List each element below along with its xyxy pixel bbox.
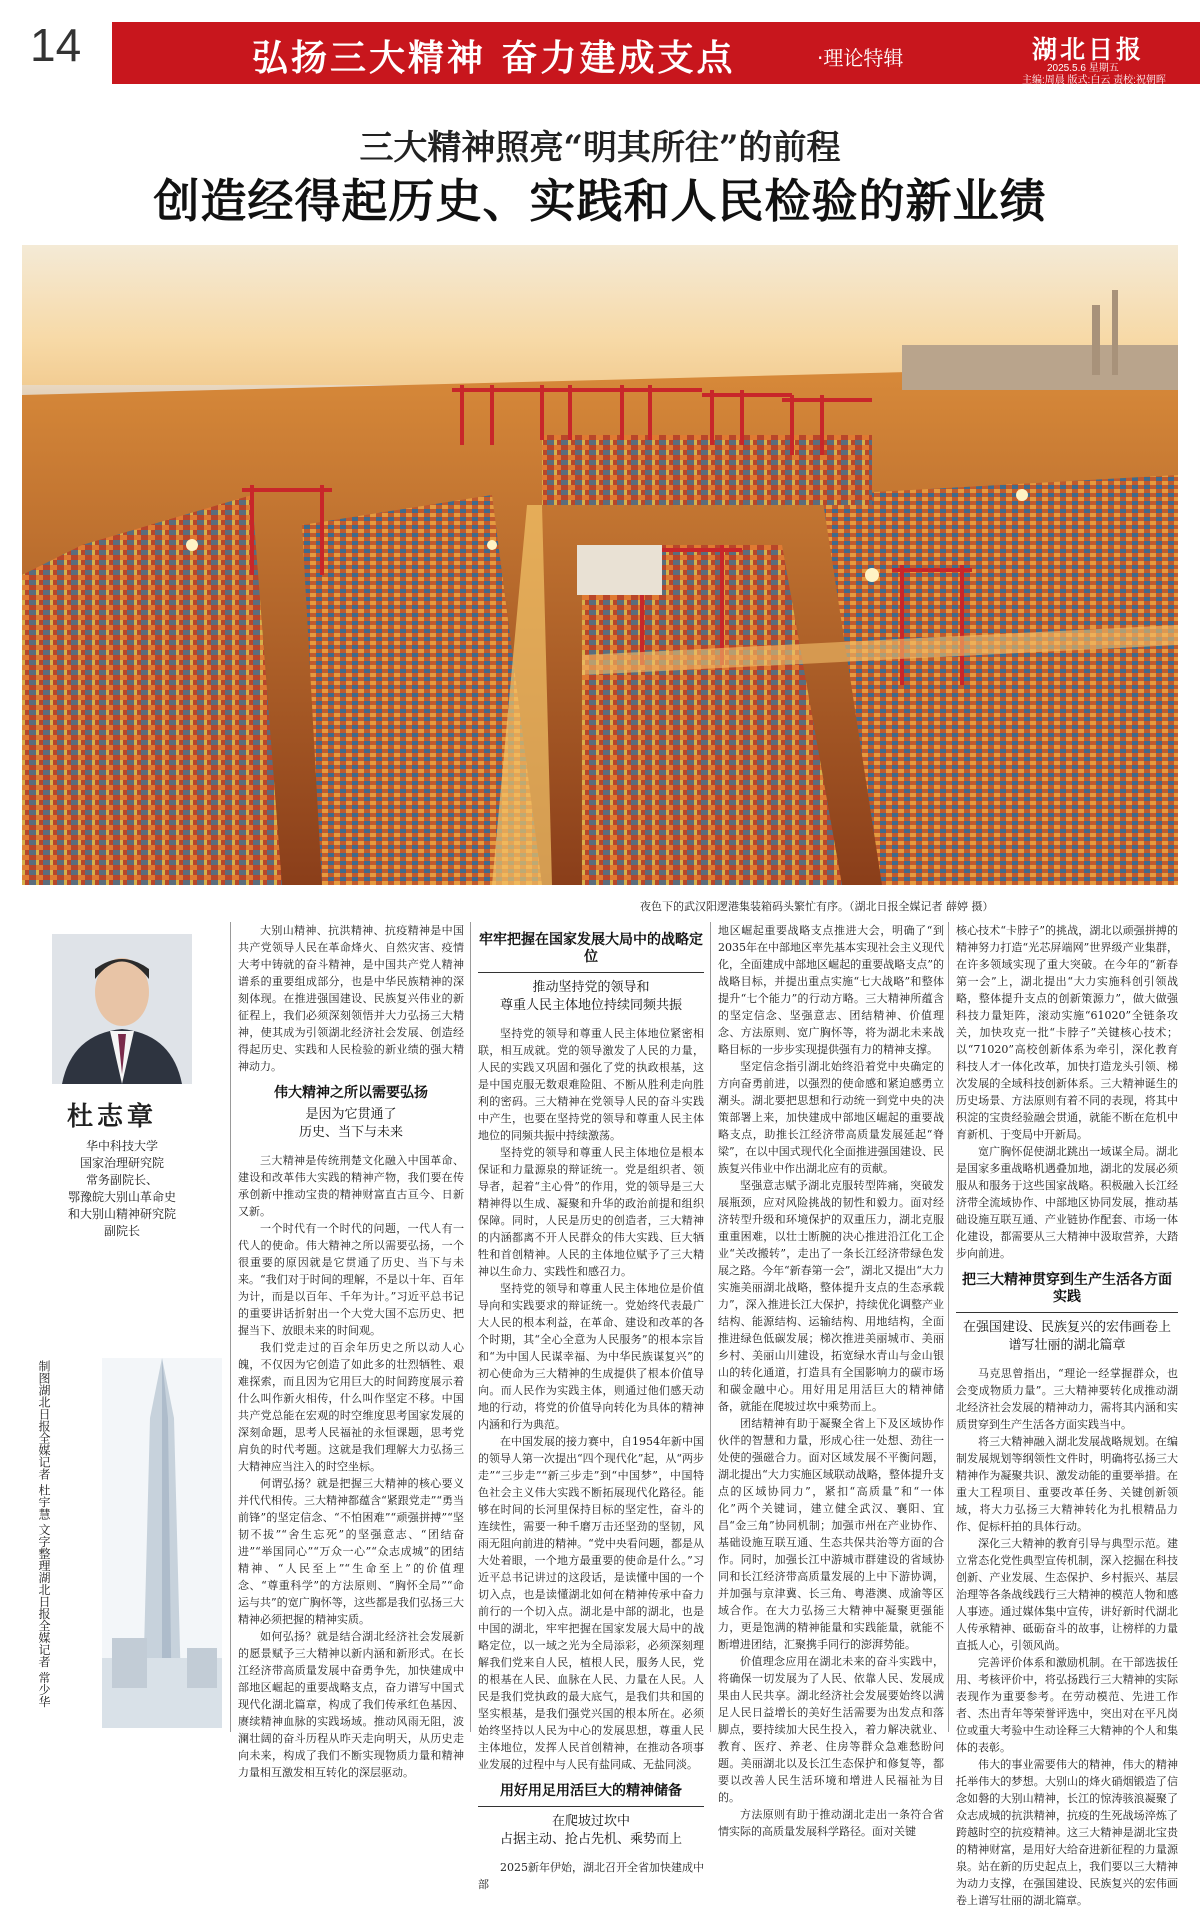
production-credits: 制图湖北日报全媒记者 杜宇慧 文字整理湖北日报全媒记者 常少华 <box>37 1360 51 1708</box>
page-number: 14 <box>30 19 82 71</box>
paragraph: 坚持党的领导和尊重人民主体地位紧密相联，相互成就。党的领导激发了人民的力量，人民的实践又巩固和强化了党的执政根基，这是中国克服无数艰难险阻、不断从胜利走向胜利的密码。三大精神在党领导人民的奋斗实践中产生，也要在坚持党的领导和尊重人民主体地位的同频共振中持续激荡。 <box>478 1027 704 1142</box>
paragraph: 大别山精神、抗洪精神、抗疫精神是中国共产党领导人民在革命烽火、自然灾害、疫情大考中铸就的奋斗精神，是中国共产党人精神谱系的重要组成部分，也是中华民族精神的深刻体现。在推进强国建设、民族复兴伟业的新征程上，我们必须深刻领悟并大力弘扬三大精神，使其成为引领湖北经济社会发展、创造经得起历史、实践和人民检验的新业绩的强大精神动力。 <box>238 924 464 1073</box>
paragraph: 何谓弘扬？就是把握三大精神的核心要义并代代相传。三大精神都蕴含“紧跟党走”“勇当前锋”的坚定信念、“不怕困难”“顽强拼搏”“坚韧不拔”“舍生忘死”的坚强意志、“团结奋进”“举国同心”“万众一心”“众志成城”的团结精神、“人民至上”“生命至上”的价值理念、“尊重科学”的方法原则、“胸怀全局”“命运与共”的宽广胸怀等，这些都是我们弘扬三大精神必须把握的精神实质。 <box>238 1477 464 1626</box>
paragraph: 三大精神是传统荆楚文化融入中国革命、建设和改革伟大实践的精神产物，我们要在传承创新中推动宝贵的精神财富直古亘今、日新又新。 <box>238 1154 464 1218</box>
section-title: 在强国建设、民族复兴的宏伟画卷上 谱写壮丽的湖北篇章 <box>962 1320 1171 1353</box>
section-heading <box>956 1272 1178 1355</box>
paragraph: 我们党走过的百余年历史之所以动人心魄，不仅因为它创造了如此多的壮烈牺牲、艰难探索，而且因为它用巨大的时间跨度展示着什么叫作新火相传，什么叫作坚定不移。中国共产党总能在宏观的时空维度思考国家发展的深刻命题，思考人民福祉的永恒课题，思考党肩负的时代考题。这就是我们理解大力弘扬三大精神应当注入的时空坐标。 <box>238 1341 464 1473</box>
section-title: 推动坚持党的领导和 尊重人民主体地位持续同频共振 <box>499 980 682 1013</box>
section-kicker: 把三大精神贯穿到生产生活各方面实践 <box>962 1272 1172 1305</box>
section-title: 伟大精神之所以需要弘扬 <box>274 1085 428 1101</box>
tower-illustration <box>102 1358 222 1728</box>
paragraph: 方法原则有助于推动湖北走出一条符合省情实际的高质量发展科学路径。面对关键 <box>718 1808 944 1838</box>
author-column <box>22 928 222 1728</box>
article-column-3 <box>718 922 944 1840</box>
column-divider <box>948 922 949 1732</box>
paragraph: 完善评价体系和激励机制。在干部选拔任用、考核评价中，将弘扬践行三大精神的实际表现作为重要参考。在劳动模范、先进工作者、杰出青年等荣誉评选中，突出对在平凡岗位或重大考验中生动诠释三大精神的个人和集体的表彰。 <box>956 1656 1178 1754</box>
editor-credits: 主编:周晨 版式:白云 责校:祝朝晖 <box>1022 75 1166 86</box>
headline-title: 创造经得起历史、实践和人民检验的新业绩 <box>153 174 1047 228</box>
paragraph: 坚强意志赋予湖北克服转型阵痛，突破发展瓶颈，应对风险挑战的韧性和毅力。面对经济转型升级和环境保护的双重压力，湖北克服重重困难，以壮士断腕的决心推进沿江化工企业“关改搬转”，走出了一条长江经济带绿色发展之路。今年“新春第一会”，湖北又提出“大力实施美丽湖北战略，整体提升支点的生态承载力”，深入推进长江大保护，持续优化调整产业结构、能源结构、运输结构、用地结构，全面推进绿色低碳发展；梯次推进美丽城市、美丽乡村、美丽山川建设，拓宽绿水青山与金山银山的转化通道，打造具有全国影响力的碳市场和碳金融中心。用好用足用活巨大的精神储备，就能在爬坡过坎中乘势而上。 <box>718 1179 944 1413</box>
section-label: ·理论特辑 <box>817 46 904 70</box>
author-affiliation-line: 常务副院长、 <box>85 1173 158 1187</box>
port-photo <box>22 245 1178 885</box>
author-affiliation-line: 和大别山精神研究院 <box>67 1207 176 1221</box>
newspaper-logo: 湖北日报 <box>1032 35 1145 64</box>
section-subtitle: 是因为它贯通了 历史、当下与未来 <box>298 1107 403 1140</box>
paragraph: 将三大精神融入湖北发展战略规划。在编制发展规划等纲领性文件时，明确将弘扬三大精神作为凝聚共识、激发动能的重要举措。在重大工程项目、重要改革任务、关键创新领域，将大力弘扬三大精神转化为扎根精品力作、促标杆拍的具体行动。 <box>956 1435 1178 1533</box>
masthead-banner <box>112 22 1200 84</box>
column-divider <box>470 922 471 1732</box>
masthead <box>0 0 1200 90</box>
heading-rule <box>478 972 704 973</box>
photo-caption: 夜色下的武汉阳逻港集装箱码头繁忙有序。（湖北日报全媒记者 薛婷 摄） <box>640 900 994 913</box>
author-affiliation-line: 国家治理研究院 <box>79 1156 164 1170</box>
author-portrait <box>52 934 192 1084</box>
section-kicker: 牢牢把握在国家发展大局中的战略定位 <box>479 932 703 965</box>
paragraph: 坚定信念指引湖北始终沿着党中央确定的方向奋勇前进，以强烈的使命感和紧迫感勇立潮头。湖北要把思想和行动统一到党中央的决策部署上来，加快建成中部地区崛起的重要战略支点，助推长江经济带高质量发展延起“脊梁”，在以中国式现代化全面推进强国建设、民族复兴伟业中作出湖北应有的贡献。 <box>718 1060 944 1175</box>
heading-rule <box>956 1312 1178 1313</box>
article-column-2 <box>478 922 704 1893</box>
section-title: 在爬坡过坎中 占据主动、抢占先机、乘势而上 <box>499 1814 682 1847</box>
article-column-1 <box>238 922 464 1781</box>
section-kicker: 用好用足用活巨大的精神储备 <box>500 1783 682 1799</box>
heading-rule <box>478 1806 704 1807</box>
section-heading <box>478 932 704 1015</box>
paragraph: 宽广胸怀促使湖北跳出一域谋全局。湖北是国家多重战略机遇叠加地，湖北的发展必须服从和服务于这些国家战略。积极融入长江经济带全流域协作、中部地区协同发展，推动基础设施互联互通、产业链协作配套、市场一体化建设，都需要从三大精神中汲取营养，大踏步向前进。 <box>956 1145 1178 1260</box>
author-affiliation-line: 华中科技大学 <box>85 1139 158 1153</box>
author-affiliation <box>22 1138 222 1240</box>
paragraph: 深化三大精神的教育引导与典型示范。建立常态化党性典型宣传机制，深入挖掘在科技创新、产业发展、生态保护、乡村振兴、基层治理等各条战线践行三大精神的模范人物和感人事迹。通过媒体集中宣传，讲好新时代湖北人传承精神、砥砺奋斗的故事，让榜样的力量直抵人心，引领风尚。 <box>956 1537 1178 1652</box>
paragraph: 坚持党的领导和尊重人民主体地位是根本保证和力量源泉的辩证统一。党是组织者、领导者，起着“主心骨”的作用，党的领导是三大精神得以生成、凝聚和升华的政治前提和组织保障。同时，人民是历史的创造者，三大精神的内涵都离不开人民群众的伟大实践、巨大牺牲和首创精神。人民的主体地位赋予了三大精神以生命力、实践性和感召力。 <box>478 1146 704 1278</box>
headline-subtitle: 三大精神照亮“明其所往”的前程 <box>359 128 841 168</box>
column-divider <box>230 922 231 1732</box>
paragraph: 如何弘扬？就是结合湖北经济社会发展新的愿景赋予三大精神以新内涵和新形式。在长江经济带高质量发展中奋勇争先，加快建成中部地区崛起的重要战略支点，奋力谱写中国式现代化湖北篇章，构成了我们传承红色基因、赓续精神血脉的实践场域。推动风雨无阻，波澜壮阔的奋斗历程从昨天走向明天，从历史走向未来，构成了我们不断实现物质力量和精神力量相互激发相互转化的深层驱动。 <box>238 1630 464 1779</box>
paragraph: 马克思曾指出，“理论一经掌握群众，也会变成物质力量”。三大精神要转化成推动湖北经济社会发展的精神动力，需将其内涵和实质贯穿到生产生活各方面实践当中。 <box>956 1367 1178 1431</box>
author-name: 杜志章 <box>67 1102 158 1132</box>
article-column-4 <box>956 922 1178 1909</box>
paragraph: 价值理念应用在湖北未来的奋斗实践中，将确保一切发展为了人民、依靠人民、发展成果由人民共享。湖北经济社会发展要始终以满足人民日益增长的美好生活需要为出发点和落脚点，要持续加大民生投入，着力解决就业、教育、医疗、养老、住房等群众急难愁盼问题。美丽湖北以及长江生态保护和修复等，都要以改善人民生活环境和增进人民福祉为目的。 <box>718 1655 944 1804</box>
paragraph: 团结精神有助于凝聚全省上下及区域协作伙伴的智慧和力量，形成心往一处想、劲往一处使的强磁合力。面对区域发展不平衡问题，湖北提出“大力实施区域联动战略，整体提升支点的区域协同力”，紧扣“高质量”和“一体化”两个关键词，建立健全武汉、襄阳、宜昌“金三角”协同机制；加强市州在产业协作、基础设施互联互通、生态共保共治等方面的合作。同时，加强长江中游城市群建设的省域协同和长江经济带高质量发展的上中下游协调，并加强与京津冀、长三角、粤港澳、成渝等区域合作。在大力弘扬三大精神中凝聚更强能力，更是饱满的精神能量和实践能量，就能不断增进团结，汇聚携手同行的澎湃势能。 <box>718 1417 944 1651</box>
paragraph: 坚持党的领导和尊重人民主体地位是价值导向和实践要求的辩证统一。党始终代表最广大人民的根本利益，在革命、建设和改革的各个时期，其“全心全意为人民服务”的根本宗旨和“为中国人民谋幸福、为中华民族谋复兴”的初心使命为三大精神的生成提供了根本价值导向。而人民作为实践主体，则通过他们感天动地的行动，将党的价值导向转化为具体的精神内涵和行为典范。 <box>478 1282 704 1431</box>
paragraph: 在中国发展的接力赛中，自1954年新中国的领导人第一次提出“四个现代化”起，从“两步走”“三步走”“新三步走”到“中国梦”，中国特色社会主义伟大实践不断拓展现代化路径。能够在时间的长河里保持目标的坚定性，奋斗的连续性，需要一种千磨万击还坚劲的坚韧，风雨无阻向前进的精神。“党中央看问题，都是从大处着眼，一个地方最重要的使命是什么。”习近平总书记讲过的这段话，是读懂中国的一个切入点，也是读懂湖北如何在精神传承中奋力前行的一个切入点。湖北是中部的湖北，也是中国的湖北，牢牢把握在国家发展大局中的战略定位，以一域之光为全局添彩，必须深刻理解我们党来自人民，植根人民，服务人民，党的根基在人民、血脉在人民、力量在人民。人民是我们党执政的最大底气，是我们共和国的坚实根基，是我们强党兴国的根本所在。必须始终坚持以人民为中心的发展思想，尊重人民主体地位，发挥人民首创精神，在推动各项事业发展的过程中与人民有盐同咸、无盐同淡。 <box>478 1435 704 1771</box>
page-slogan: 弘扬三大精神 奋力建成支点 <box>252 38 736 79</box>
section-heading <box>238 1085 464 1142</box>
column-divider <box>710 922 711 1732</box>
paragraph: 核心技术“卡脖子”的挑战，湖北以顽强拼搏的精神努力打造“光芯屏端网”世界级产业集群，在许多领域实现了重大突破。在今年的“新春第一会”上，湖北提出“大力实施科创引领战略，整体提升支点的创新策源力”，做大做强科技力量矩阵，滚动实施“61020”全链条攻关，加快攻克一批“卡脖子”关键核心技术；以“71020”高校创新体系为牵引，深化教育科技人才一体化改革，加快打造龙头引领、梯次发展的全域科技创新体系。三大精神诞生的历史场景、方法原则有着不同的表现，将其中积淀的宝贵经验融会贯通，就能不断在危机中育新机、于变局中开新局。 <box>956 924 1178 1141</box>
paragraph: 伟大的事业需要伟大的精神，伟大的精神托举伟大的梦想。大别山的烽火硝烟锻造了信念如磐的大别山精神，长江的惊涛骇浪凝聚了众志成城的抗洪精神，抗疫的生死战场淬炼了跨越时空的抗疫精神。这三大精神是湖北宝贵的精神财富，是用好大给奋进新征程的力量源泉。站在新的历史起点上，我们要以三大精神为动力支撑，在强国建设、民族复兴的宏伟画卷上谱写壮丽的湖北篇章。 <box>956 1758 1178 1907</box>
paragraph: 2025新年伊始，湖北召开全省加快建成中部 <box>478 1861 704 1891</box>
author-affiliation-line: 副院长 <box>103 1224 140 1238</box>
paragraph: 一个时代有一个时代的问题，一代人有一代人的使命。伟大精神之所以需要弘扬，一个很重要的原因就是它贯通了历史、当下与未来。“我们对于时间的理解，不是以十年、百年为计，而是以百年、千年为计。”习近平总书记的重要讲话折射出一个大党大国不忘历史、把握当下、放眼未来的时间观。 <box>238 1222 464 1337</box>
author-affiliation-line: 鄂豫皖大别山革命史 <box>67 1190 176 1204</box>
issue-date: 2025.5.6 星期五 <box>1047 63 1119 74</box>
section-heading <box>478 1783 704 1849</box>
paragraph: 地区崛起重要战略支点推进大会，明确了“到2035年在中部地区率先基本实现社会主义现代化，全面建成中部地区崛起的重要战略支点”的战略目标，并提出重点实施“七大战略”和整体提升“七个能力”的行动方略。三大精神所蕴含的坚定信念、坚强意志、团结精神、价值理念、方法原则、宽广胸怀等，将为湖北未来战略目标的一步步实现提供强有力的精神支撑。 <box>718 924 944 1056</box>
